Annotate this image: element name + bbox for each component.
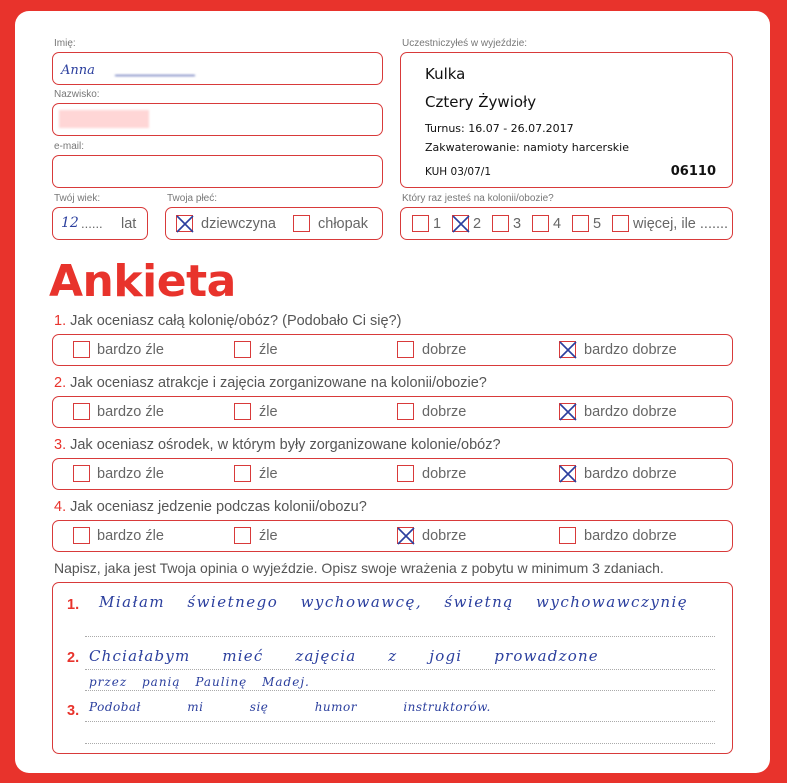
opinion-line-2: Chciałabym mieć zajęcia z jogi prowadzone xyxy=(89,647,599,665)
question-number: 2. xyxy=(54,375,67,391)
last-name-label: Nazwisko: xyxy=(54,89,100,100)
question-label: Jak oceniasz ośrodek, w którym były zorganizowane kolonie/obóz? xyxy=(66,437,501,453)
question-1-text xyxy=(54,313,401,329)
times-field xyxy=(400,207,733,240)
redacted-surname xyxy=(59,110,149,128)
rating-checkbox[interactable] xyxy=(73,527,90,544)
survey-title: Ankieta xyxy=(49,256,236,307)
question-2-options xyxy=(52,396,733,428)
opinion-line-1: Miałam świetnego wychowawcę, świetną wychowawczynię xyxy=(99,593,689,611)
check-x-icon xyxy=(174,213,196,235)
age-label: Twój wiek: xyxy=(54,193,101,204)
rating-checkbox[interactable] xyxy=(73,403,90,420)
question-1-options xyxy=(52,334,733,366)
trip-turnus: Turnus: 16.07 - 26.07.2017 xyxy=(425,122,574,135)
answer-line xyxy=(85,636,715,637)
answer-line xyxy=(85,669,715,670)
rating-checkbox[interactable] xyxy=(234,465,251,482)
gender-label: Twoja płeć: xyxy=(167,193,218,204)
first-name-field[interactable] xyxy=(52,52,383,85)
rating-option-label: źle xyxy=(259,528,278,544)
rating-checkbox[interactable] xyxy=(559,465,576,482)
rating-option-label: bardzo dobrze xyxy=(584,404,677,420)
trip-accommodation: Zakwaterowanie: namioty harcerskie xyxy=(425,141,629,154)
rating-option-label: źle xyxy=(259,404,278,420)
first-name-label: Imię: xyxy=(54,38,76,49)
rating-checkbox[interactable] xyxy=(397,403,414,420)
times-2-checkbox[interactable] xyxy=(452,215,469,232)
rating-option-label: bardzo źle xyxy=(97,528,164,544)
times-5-label: 5 xyxy=(593,216,602,232)
rating-checkbox[interactable] xyxy=(559,341,576,358)
question-2-text xyxy=(54,375,487,391)
age-value: 12 xyxy=(61,215,79,231)
rating-option-label: bardzo dobrze xyxy=(584,528,677,544)
times-more-label: więcej, ile ....... xyxy=(633,216,729,232)
rating-checkbox[interactable] xyxy=(559,527,576,544)
check-x-icon xyxy=(557,339,579,361)
female-label: dziewczyna xyxy=(201,216,276,232)
times-label: Który raz jesteś na kolonii/obozie? xyxy=(402,193,554,204)
question-3-options xyxy=(52,458,733,490)
opinion-box[interactable] xyxy=(52,582,733,754)
opinion-num-2: 2. xyxy=(67,650,80,666)
male-label: chłopak xyxy=(318,216,368,232)
rating-checkbox[interactable] xyxy=(234,527,251,544)
question-number: 1. xyxy=(54,313,67,329)
answer-line xyxy=(85,690,715,691)
times-3-checkbox[interactable] xyxy=(492,215,509,232)
rating-option-label: bardzo źle xyxy=(97,466,164,482)
rating-option-label: dobrze xyxy=(422,528,467,544)
question-number: 3. xyxy=(54,437,67,453)
rating-option-label: źle xyxy=(259,466,278,482)
question-number: 4. xyxy=(54,499,67,515)
age-unit: lat xyxy=(121,216,137,232)
question-label: Jak oceniasz atrakcje i zajęcia zorganizowane na kolonii/obozie? xyxy=(66,375,487,391)
trip-box xyxy=(400,52,733,188)
first-name-value: Anna xyxy=(61,63,95,78)
rating-checkbox[interactable] xyxy=(559,403,576,420)
opinion-prompt: Napisz, jaka jest Twoja opinia o wyjeździe. Opisz swoje wrażenia z pobytu w minimum 3 zdaniach. xyxy=(54,560,664,576)
rating-checkbox[interactable] xyxy=(234,341,251,358)
rating-option-label: dobrze xyxy=(422,404,467,420)
opinion-line-3: Podobał mi się humor instruktorów. xyxy=(89,700,491,714)
times-1-label: 1 xyxy=(433,216,442,232)
rating-checkbox[interactable] xyxy=(73,341,90,358)
rating-option-label: bardzo dobrze xyxy=(584,342,677,358)
check-x-icon xyxy=(557,463,579,485)
trip-code: KUH 03/07/1 xyxy=(425,166,491,178)
opinion-num-1: 1. xyxy=(67,597,80,613)
gender-field xyxy=(165,207,383,240)
age-dots: ...... xyxy=(81,216,103,231)
rating-option-label: bardzo źle xyxy=(97,342,164,358)
question-4-options xyxy=(52,520,733,552)
email-field[interactable] xyxy=(52,155,383,188)
answer-line xyxy=(85,721,715,722)
rating-option-label: źle xyxy=(259,342,278,358)
rating-checkbox[interactable] xyxy=(234,403,251,420)
rating-checkbox[interactable] xyxy=(397,527,414,544)
check-x-icon xyxy=(395,525,417,547)
rating-checkbox[interactable] xyxy=(397,341,414,358)
rating-option-label: bardzo źle xyxy=(97,404,164,420)
times-4-label: 4 xyxy=(553,216,562,232)
question-label: Jak oceniasz jedzenie podczas kolonii/obozu? xyxy=(66,499,367,515)
question-label: Jak oceniasz całą kolonię/obóz? (Podobało Ci się?) xyxy=(66,313,402,329)
trip-program: Cztery Żywioły xyxy=(425,93,537,111)
trip-name: Kulka xyxy=(425,65,466,83)
times-4-checkbox[interactable] xyxy=(532,215,549,232)
age-field[interactable] xyxy=(52,207,148,240)
times-more-checkbox[interactable] xyxy=(612,215,629,232)
rating-checkbox[interactable] xyxy=(397,465,414,482)
rating-option-label: bardzo dobrze xyxy=(584,466,677,482)
opinion-line-2b: przez panią Paulinę Madej. xyxy=(89,675,310,689)
rating-option-label: dobrze xyxy=(422,466,467,482)
times-2-label: 2 xyxy=(473,216,482,232)
check-x-icon xyxy=(450,213,472,235)
question-4-text xyxy=(54,499,367,515)
opinion-num-3: 3. xyxy=(67,703,80,719)
times-3-label: 3 xyxy=(513,216,522,232)
check-x-icon xyxy=(557,401,579,423)
female-checkbox[interactable] xyxy=(176,215,193,232)
surname-scribble xyxy=(115,62,195,76)
rating-checkbox[interactable] xyxy=(73,465,90,482)
trip-number: 06110 xyxy=(670,164,716,179)
times-1-checkbox[interactable] xyxy=(412,215,429,232)
rating-option-label: dobrze xyxy=(422,342,467,358)
trip-label: Uczestniczyłeś w wyjeździe: xyxy=(402,38,528,49)
times-5-checkbox[interactable] xyxy=(572,215,589,232)
male-checkbox[interactable] xyxy=(293,215,310,232)
email-label: e-mail: xyxy=(54,141,85,152)
question-3-text xyxy=(54,437,501,453)
last-name-field[interactable] xyxy=(52,103,383,136)
answer-line xyxy=(85,743,715,744)
